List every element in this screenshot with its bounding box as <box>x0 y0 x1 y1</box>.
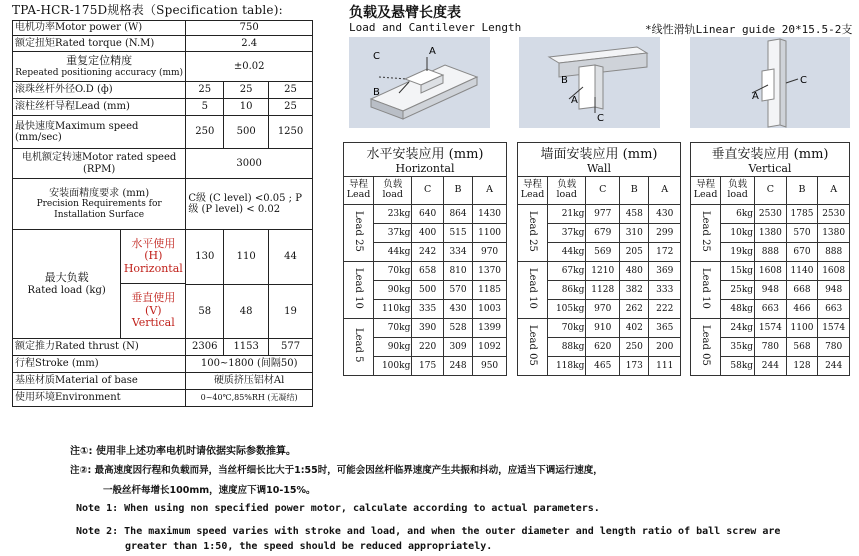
load-cell: 24kg <box>721 318 755 337</box>
lead-group-cell <box>518 318 548 375</box>
col-c-header: C <box>586 176 620 204</box>
horizontal-use-label <box>121 230 185 284</box>
table-row <box>691 261 850 280</box>
diagram-label-b: B <box>373 87 380 98</box>
horizontal-load-value: 44 <box>269 230 313 285</box>
value-cell: 570 <box>443 280 472 299</box>
max-speed-value: 1250 <box>269 116 313 149</box>
value-cell: 1140 <box>786 261 818 280</box>
value-cell: 663 <box>818 299 850 318</box>
lead-value: 5 <box>186 99 224 116</box>
table-row <box>344 204 507 223</box>
load-cell: 58kg <box>721 356 755 375</box>
lead-header-en: Lead <box>693 189 718 200</box>
base-material-label: 基座材质Material of base <box>13 373 186 390</box>
value-cell: 970 <box>586 299 620 318</box>
value-cell: 668 <box>786 280 818 299</box>
value-cell: 333 <box>649 280 681 299</box>
value-cell: 1785 <box>786 204 818 223</box>
install-precision-label-cn: 安装面精度要求 (mm) <box>49 187 150 199</box>
value-cell: 172 <box>649 242 681 261</box>
horizontal-use-cn: 水平使用 <box>131 236 176 250</box>
note-cn-2: 注②: 最高速度因行程和负载而异，当丝杆细长比大于1:55时，可能会因丝杆临界速度产生共振和抖动，应适当下调运行速度， <box>70 465 603 476</box>
value-cell: 220 <box>412 337 444 356</box>
value-cell: 515 <box>443 223 472 242</box>
load-header <box>721 176 755 204</box>
value-cell: 248 <box>443 356 472 375</box>
install-precision-label-en2: Installation Surface <box>54 209 145 220</box>
load-cell: 48kg <box>721 299 755 318</box>
value-cell: 977 <box>586 204 620 223</box>
value-cell: 335 <box>412 299 444 318</box>
horizontal-use-code: (H) <box>144 249 163 263</box>
vertical-load-value: 58 <box>186 284 224 339</box>
value-cell: 200 <box>649 337 681 356</box>
vertical-load-table <box>690 142 850 376</box>
value-cell: 568 <box>786 337 818 356</box>
load-title: 负载及悬臂长度表 <box>349 5 461 21</box>
value-cell: 2530 <box>755 204 787 223</box>
load-cell: 70kg <box>374 261 412 280</box>
install-precision-label <box>13 179 186 230</box>
lead-group-cell <box>691 318 721 375</box>
value-cell: 1430 <box>473 204 507 223</box>
note-en-1: Note 1: When using non specified power motor, calculate according to actual parameters. <box>76 503 600 514</box>
load-cell: 23kg <box>374 204 412 223</box>
repeat-accuracy-label <box>13 52 186 82</box>
lead-group-cell <box>518 204 548 261</box>
motor-power-value: 750 <box>186 21 313 36</box>
rated-thrust-value: 577 <box>269 339 313 356</box>
lead-header <box>518 176 548 204</box>
horizontal-load-value: 130 <box>186 230 224 285</box>
value-cell: 640 <box>412 204 444 223</box>
load-subtitle: Load and Cantilever Length <box>349 21 522 34</box>
screw-od-value: 25 <box>186 82 224 99</box>
load-header-en: load <box>727 189 748 200</box>
lead-label: 滚柱丝杆导程Lead (mm) <box>13 99 186 116</box>
lead-group-label: Lead 10 <box>527 267 539 309</box>
table-title-en: Horizontal <box>344 162 507 176</box>
vertical-mount-diagram <box>690 37 850 128</box>
load-cell: 86kg <box>548 280 586 299</box>
value-cell: 173 <box>620 356 649 375</box>
max-speed-value: 500 <box>224 116 269 149</box>
load-cell: 15kg <box>721 261 755 280</box>
value-cell: 244 <box>818 356 850 375</box>
value-cell: 864 <box>443 204 472 223</box>
value-cell: 334 <box>443 242 472 261</box>
load-cell: 6kg <box>721 204 755 223</box>
diagram-label-a: A <box>429 46 436 57</box>
value-cell: 175 <box>412 356 444 375</box>
spec-table <box>12 20 313 407</box>
motor-power-label: 电机功率Motor power (W) <box>13 21 186 36</box>
lead-header-cn: 导程 <box>523 178 543 190</box>
value-cell: 222 <box>649 299 681 318</box>
load-cell: 37kg <box>374 223 412 242</box>
value-cell: 1399 <box>473 318 507 337</box>
value-cell: 365 <box>649 318 681 337</box>
lead-group-label: Lead 05 <box>700 324 712 366</box>
diagram-label-a: A <box>752 91 759 102</box>
lead-header-en: Lead <box>520 189 545 200</box>
load-cell: 70kg <box>374 318 412 337</box>
value-cell: 242 <box>412 242 444 261</box>
lead-group-label: Lead 25 <box>700 210 712 252</box>
value-cell: 1100 <box>473 223 507 242</box>
vertical-use-en: Vertical <box>131 316 175 330</box>
repeat-accuracy-label-cn: 重复定位精度 <box>66 54 133 67</box>
vertical-use-label <box>121 284 185 338</box>
load-cell: 70kg <box>548 318 586 337</box>
rated-thrust-value: 1153 <box>224 339 269 356</box>
value-cell: 369 <box>649 261 681 280</box>
value-cell: 1100 <box>786 318 818 337</box>
stroke-value: 100~1800 (间隔50) <box>186 356 313 373</box>
value-cell: 465 <box>586 356 620 375</box>
col-a-header: A <box>473 176 507 204</box>
rated-speed-label-unit: (RPM) <box>83 163 116 175</box>
install-precision-value: C级 (C level) <0.05 ; P级 (P level) < 0.02 <box>186 179 313 230</box>
value-cell: 458 <box>620 204 649 223</box>
table-title-cn: 水平安装应用 (mm) <box>344 143 507 163</box>
load-cell: 110kg <box>374 299 412 318</box>
load-header-en: load <box>382 189 403 200</box>
value-cell: 480 <box>620 261 649 280</box>
value-cell: 888 <box>818 242 850 261</box>
value-cell: 810 <box>443 261 472 280</box>
load-header <box>374 176 412 204</box>
value-cell: 430 <box>443 299 472 318</box>
note-cn-1: 注①: 使用非上述功率电机时请依据实际参数推算。 <box>70 446 296 457</box>
lead-group-label: Lead 25 <box>527 210 539 252</box>
repeat-accuracy-value: ±0.02 <box>186 52 313 82</box>
value-cell: 1003 <box>473 299 507 318</box>
value-cell: 1380 <box>755 223 787 242</box>
note-en-2b: greater than 1:50, the speed should be reduced appropriately. <box>125 541 493 552</box>
lead-group-label: Lead 10 <box>353 267 365 309</box>
load-cell: 67kg <box>548 261 586 280</box>
max-load-label-cn: 最大负载 <box>44 270 89 284</box>
lead-group-cell <box>344 318 374 375</box>
load-header-cn: 负载 <box>557 178 577 190</box>
value-cell: 910 <box>586 318 620 337</box>
value-cell: 205 <box>620 242 649 261</box>
value-cell: 299 <box>649 223 681 242</box>
table-row <box>344 318 507 337</box>
vertical-use-cn: 垂直使用 <box>131 291 176 305</box>
value-cell: 1574 <box>818 318 850 337</box>
diagram-label-b: B <box>561 75 568 86</box>
value-cell: 402 <box>620 318 649 337</box>
lead-value: 10 <box>224 99 269 116</box>
value-cell: 500 <box>412 280 444 299</box>
vertical-load-value: 19 <box>269 284 313 339</box>
value-cell: 679 <box>586 223 620 242</box>
value-cell: 309 <box>443 337 472 356</box>
lead-group-cell <box>518 261 548 318</box>
load-header-cn: 负载 <box>728 178 748 190</box>
table-title-en: Vertical <box>691 162 850 176</box>
load-cell: 100kg <box>374 356 412 375</box>
table-row <box>691 204 850 223</box>
table-title-en: Wall <box>518 162 681 176</box>
spec-title: TPA-HCR-175D规格表（Specification table): <box>12 3 283 17</box>
lead-group-label: Lead 5 <box>353 327 365 363</box>
table-row <box>518 204 681 223</box>
rated-speed-value: 3000 <box>186 149 313 179</box>
base-material-value: 硬质挤压铝材Al <box>186 373 313 390</box>
value-cell: 663 <box>755 299 787 318</box>
value-cell: 948 <box>818 280 850 299</box>
screw-od-value: 25 <box>224 82 269 99</box>
lead-group-cell <box>691 261 721 318</box>
load-cell: 35kg <box>721 337 755 356</box>
value-cell: 400 <box>412 223 444 242</box>
col-a-header: A <box>818 176 850 204</box>
table-row <box>691 318 850 337</box>
col-a-header: A <box>649 176 681 204</box>
load-cell: 37kg <box>548 223 586 242</box>
col-c-header: C <box>755 176 787 204</box>
load-cell: 10kg <box>721 223 755 242</box>
table-row <box>518 261 681 280</box>
load-cell: 25kg <box>721 280 755 299</box>
linear-guide-note: *线性滑轨Linear guide 20*15.5-2支 <box>645 23 853 36</box>
load-header <box>548 176 586 204</box>
load-cell: 105kg <box>548 299 586 318</box>
table-title-cn: 垂直安装应用 (mm) <box>691 143 850 163</box>
value-cell: 2530 <box>818 204 850 223</box>
rated-speed-label <box>13 149 186 179</box>
note-en-2: Note 2: The maximum speed varies with stroke and load, and when the outer diameter and length ratio of ball screw are <box>76 526 781 537</box>
value-cell: 888 <box>755 242 787 261</box>
horizontal-use-en: Horizontal <box>123 261 183 275</box>
value-cell: 1370 <box>473 261 507 280</box>
load-cell: 19kg <box>721 242 755 261</box>
value-cell: 780 <box>818 337 850 356</box>
stroke-label: 行程Stroke (mm) <box>13 356 186 373</box>
lead-header-cn: 导程 <box>349 178 369 190</box>
value-cell: 948 <box>755 280 787 299</box>
rated-torque-value: 2.4 <box>186 36 313 52</box>
environment-label: 使用环境Environment <box>13 390 186 407</box>
load-cell: 88kg <box>548 337 586 356</box>
value-cell: 950 <box>473 356 507 375</box>
value-cell: 382 <box>620 280 649 299</box>
screw-od-label: 滚珠丝杆外径O.D (ф) <box>13 82 186 99</box>
rated-thrust-value: 2306 <box>186 339 224 356</box>
rated-torque-label: 额定扭矩Rated torque (N.M) <box>13 36 186 52</box>
repeat-accuracy-label-en: Repeated positioning accuracy (mm) <box>15 67 184 78</box>
lead-group-label: Lead 25 <box>353 210 365 252</box>
max-load-cell <box>13 230 186 339</box>
load-header-cn: 负载 <box>383 178 403 190</box>
value-cell: 1185 <box>473 280 507 299</box>
value-cell: 430 <box>649 204 681 223</box>
vertical-use-code: (V) <box>145 303 162 317</box>
load-cell: 118kg <box>548 356 586 375</box>
value-cell: 466 <box>786 299 818 318</box>
load-cell: 21kg <box>548 204 586 223</box>
lead-header <box>691 176 721 204</box>
horizontal-load-value: 110 <box>224 230 269 285</box>
vertical-load-value: 48 <box>224 284 269 339</box>
table-row <box>518 318 681 337</box>
lead-group-cell <box>344 261 374 318</box>
max-speed-label: 最快速度Maximum speed (mm/sec) <box>13 116 186 149</box>
value-cell: 250 <box>620 337 649 356</box>
wall-mount-diagram <box>519 37 660 128</box>
value-cell: 970 <box>473 242 507 261</box>
col-c-header: C <box>412 176 444 204</box>
table-row <box>344 261 507 280</box>
col-b-header: B <box>786 176 818 204</box>
value-cell: 262 <box>620 299 649 318</box>
horizontal-mount-diagram <box>349 37 490 128</box>
load-cell: 44kg <box>548 242 586 261</box>
load-cell: 90kg <box>374 337 412 356</box>
value-cell: 128 <box>786 356 818 375</box>
value-cell: 1128 <box>586 280 620 299</box>
load-cell: 44kg <box>374 242 412 261</box>
value-cell: 1092 <box>473 337 507 356</box>
value-cell: 310 <box>620 223 649 242</box>
lead-group-cell <box>691 204 721 261</box>
value-cell: 780 <box>755 337 787 356</box>
load-header-en: load <box>556 189 577 200</box>
value-cell: 570 <box>786 223 818 242</box>
load-cell: 90kg <box>374 280 412 299</box>
value-cell: 670 <box>786 242 818 261</box>
lead-group-label: Lead 10 <box>700 267 712 309</box>
rated-thrust-label: 额定推力Rated thrust (N) <box>13 339 186 356</box>
install-precision-label-en1: Precision Requirements for <box>36 199 162 210</box>
value-cell: 569 <box>586 242 620 261</box>
note-cn-2b: 一般丝杆每增长100mm，速度应下调10-15%。 <box>103 485 316 496</box>
lead-group-cell <box>344 204 374 261</box>
value-cell: 1574 <box>755 318 787 337</box>
value-cell: 620 <box>586 337 620 356</box>
screw-od-value: 25 <box>269 82 313 99</box>
table-title-cn: 墙面安装应用 (mm) <box>518 143 681 163</box>
rated-speed-label-cn: 电机额定转速Motor rated speed <box>22 152 177 163</box>
lead-value: 25 <box>269 99 313 116</box>
diagram-label-c: C <box>373 51 380 62</box>
diagram-label-a: A <box>571 95 578 106</box>
lead-header-en: Lead <box>346 189 371 200</box>
value-cell: 390 <box>412 318 444 337</box>
col-b-header: B <box>443 176 472 204</box>
wall-load-table <box>517 142 681 376</box>
lead-group-label: Lead 05 <box>527 324 539 366</box>
diagram-label-c: C <box>597 113 604 124</box>
value-cell: 1608 <box>755 261 787 280</box>
environment-value: 0~40℃,85%RH (无凝结) <box>186 390 313 407</box>
value-cell: 1608 <box>818 261 850 280</box>
max-speed-value: 250 <box>186 116 224 149</box>
diagram-label-c: C <box>800 75 807 86</box>
value-cell: 244 <box>755 356 787 375</box>
value-cell: 111 <box>649 356 681 375</box>
value-cell: 658 <box>412 261 444 280</box>
horizontal-load-table <box>343 142 507 376</box>
lead-header <box>344 176 374 204</box>
lead-header-cn: 导程 <box>696 178 716 190</box>
value-cell: 1210 <box>586 261 620 280</box>
value-cell: 528 <box>443 318 472 337</box>
value-cell: 1380 <box>818 223 850 242</box>
col-b-header: B <box>620 176 649 204</box>
max-load-label-en: Rated load (kg) <box>27 284 106 296</box>
